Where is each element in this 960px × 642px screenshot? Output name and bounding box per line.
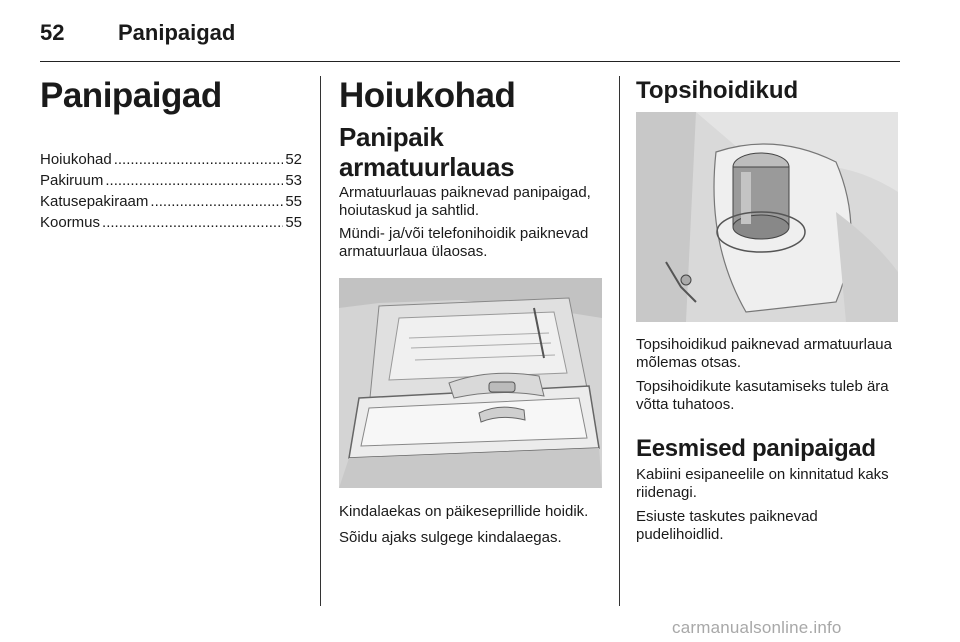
- storage-paragraph-1: Armatuurlauas paiknevad panipaigad, hoiutaskud ja sahtlid.: [339, 184, 591, 219]
- glovebox-paragraph-1: Kindalaekas on päikeseprillide hoidik.: [339, 503, 589, 520]
- glovebox-text: [339, 503, 604, 547]
- toc-item-label: Pakiruum: [40, 172, 104, 189]
- column-divider-1: [320, 76, 321, 606]
- storage-column: [339, 76, 604, 312]
- front-storage-paragraph-1: Kabiini esipaneelile on kinnitatud kaks riidenagi.: [636, 466, 889, 501]
- table-of-contents: [40, 149, 302, 233]
- toc-item[interactable]: [40, 149, 302, 170]
- cupholders-column: [636, 76, 901, 106]
- toc-item-label: Koormus: [40, 214, 101, 231]
- cupholders-paragraph-1: Topsihoidikud paiknevad armatuurlaua mõlemas otsas.: [636, 336, 892, 371]
- section-title-storage: Hoiukohad: [339, 76, 516, 115]
- toc-item-page: 53: [285, 172, 302, 189]
- toc-leader: [105, 170, 283, 191]
- toc-item-page: 55: [285, 214, 302, 231]
- chapter-column: [40, 76, 302, 233]
- toc-item-page: 52: [285, 151, 302, 168]
- cupholder-illustration: [636, 112, 898, 322]
- cupholders-paragraph-2: Topsihoidikute kasutamiseks tuleb ära võtta tuhatoos.: [636, 378, 889, 413]
- toc-item[interactable]: [40, 170, 302, 191]
- section-title-cupholders: Topsihoidikud: [636, 77, 799, 104]
- header-divider: [40, 61, 900, 62]
- front-storage-paragraph-2: Esiuste taskutes paiknevad pudelihoidlid.: [636, 508, 818, 543]
- column-divider-2: [619, 76, 620, 606]
- subsection-title-dashboard: Panipaik armatuurlauas: [339, 122, 515, 182]
- toc-item-label: Hoiukohad: [40, 151, 112, 168]
- glovebox-paragraph-2: Sõidu ajaks sulgege kindalaegas.: [339, 529, 562, 546]
- toc-leader: [102, 212, 283, 233]
- toc-leader: [114, 149, 284, 170]
- section-title-front-storage: Eesmised panipaigad: [636, 435, 876, 462]
- page-number: 52: [40, 20, 65, 45]
- running-header-title: Panipaigad: [118, 20, 236, 45]
- cupholders-text: [636, 336, 901, 544]
- toc-item[interactable]: [40, 191, 302, 212]
- glovebox-illustration: [339, 278, 602, 488]
- chapter-title: Panipaigad: [40, 76, 222, 115]
- watermark: carmanualsonline.info: [672, 618, 842, 637]
- toc-item[interactable]: [40, 212, 302, 233]
- toc-item-page: 55: [285, 193, 302, 210]
- storage-paragraph-2: Mündi- ja/või telefonihoidik paiknevad armatuurlaua ülaosas.: [339, 225, 589, 260]
- toc-leader: [150, 191, 283, 212]
- toc-item-label: Katusepakiraam: [40, 193, 149, 210]
